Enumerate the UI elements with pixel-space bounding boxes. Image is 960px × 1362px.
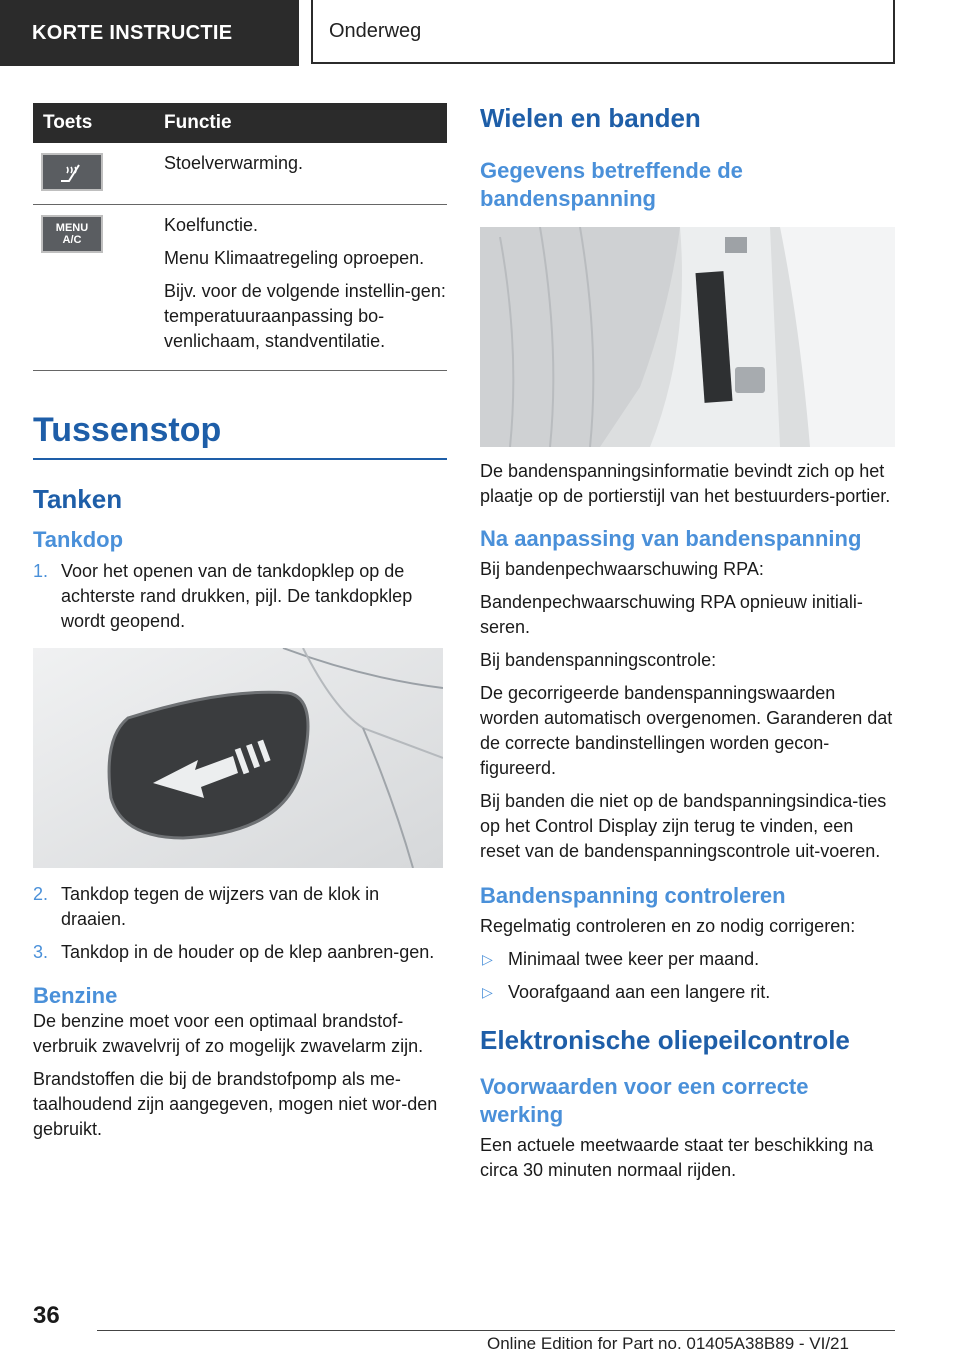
heading-benzine: Benzine [33, 982, 118, 1008]
heading-tankdop: Tankdop [33, 526, 124, 552]
table-row [33, 143, 447, 204]
seat-heating-icon [41, 153, 103, 191]
table-header-key: Toets [33, 103, 164, 143]
menu-ac-icon: MENU A/C [41, 215, 103, 253]
triangle-bullet-icon: ▷ [482, 951, 493, 967]
page-header [0, 0, 960, 66]
steps-list [33, 559, 447, 634]
paragraph: De bandenspanningsinformatie bevindt zich op het plaatje op de portierstijl van het bestuurders-portier. [480, 461, 891, 506]
footer-divider [97, 1330, 895, 1331]
table-header-function: Functie [164, 103, 447, 143]
triangle-bullet-icon: ▷ [482, 984, 493, 1000]
door-pillar-image [480, 227, 895, 447]
key-function-table [33, 103, 447, 371]
heading-olie: Elektronische oliepeilcontrole [480, 1025, 850, 1055]
left-column [33, 103, 447, 1150]
paragraph: Bij banden die niet op de bandspanningsindica-ties op het Control Display zijn terug te vinden, een reset van de bandenspanningscontrole uit-voeren. [480, 791, 887, 861]
paragraph: De gecorrigeerde bandenspanningswaarden worden automatisch overgenomen. Garanderen dat de correcte bandinstellingen worden gecon-figureerd. [480, 683, 893, 778]
row-text: Stoelverwarming. [164, 153, 304, 173]
bullet-list [480, 947, 896, 1005]
paragraph: De benzine moet voor een optimaal brandstof-verbruik zwavelvrij of zo mogelijk zwavelarm zijn. [33, 1010, 424, 1056]
paragraph: Bandenpechwaarschuwing RPA opnieuw initiali-seren. [480, 592, 863, 637]
right-column [480, 103, 896, 1191]
list-item: 2. Tankdop tegen de wijzers van de klok in draaien. [33, 883, 380, 929]
section-tab: KORTE INSTRUCTIE [0, 0, 299, 66]
paragraph: Bij bandenspanningscontrole: [480, 650, 717, 670]
row-text: Menu Klimaatregeling oproepen. [164, 247, 425, 268]
heading-na-aanpassing: Na aanpassing van bandenspanning [480, 526, 862, 551]
paragraph: Brandstoffen die bij de brandstofpomp als me-taalhoudend zijn aangegeven, mogen niet wor-den gebruikt. [33, 1068, 438, 1139]
section-title: Tussenstop [33, 411, 447, 460]
chapter-tab: Onderweg [311, 0, 895, 64]
row-text: Koelfunctie. [164, 214, 259, 235]
page-number: 36 [33, 1302, 60, 1329]
list-item: 1. Voor het openen van de tankdopklep op de achterste rand drukken, pijl. De tankdopklep wordt geopend. [33, 560, 413, 631]
table-row [33, 204, 447, 370]
heading-voorwaarden: Voorwaarden voor een correcte werking [480, 1074, 809, 1127]
row-text: Bijv. voor de volgende instellin-gen: temperatuuraanpassing bo-venlichaam, standventilatie. [164, 280, 446, 351]
list-item: ▷ Voorafgaand aan een langere rit. [480, 980, 896, 1005]
edition-text: Online Edition for Part no. 01405A38B89 - VI/21 [487, 1334, 849, 1353]
paragraph: Bij bandenpechwaarschuwing RPA: [480, 559, 764, 579]
heading-tanken: Tanken [33, 483, 123, 514]
paragraph: Regelmatig controleren en zo nodig corrigeren: [480, 916, 856, 936]
fuel-cap-image [33, 648, 443, 868]
paragraph: Een actuele meetwaarde staat ter beschikking na circa 30 minuten normaal rijden. [480, 1135, 874, 1180]
list-item: ▷ Minimaal twee keer per maand. [480, 947, 896, 972]
list-item: 3. Tankdop in de houder op de klep aanbren-gen. [33, 941, 435, 962]
heading-controleren: Bandenspanning controleren [480, 883, 786, 908]
steps-list [33, 882, 447, 965]
heading-gegevens: Gegevens betreffende de bandenspanning [480, 158, 743, 211]
heading-wielen: Wielen en banden [480, 103, 701, 133]
